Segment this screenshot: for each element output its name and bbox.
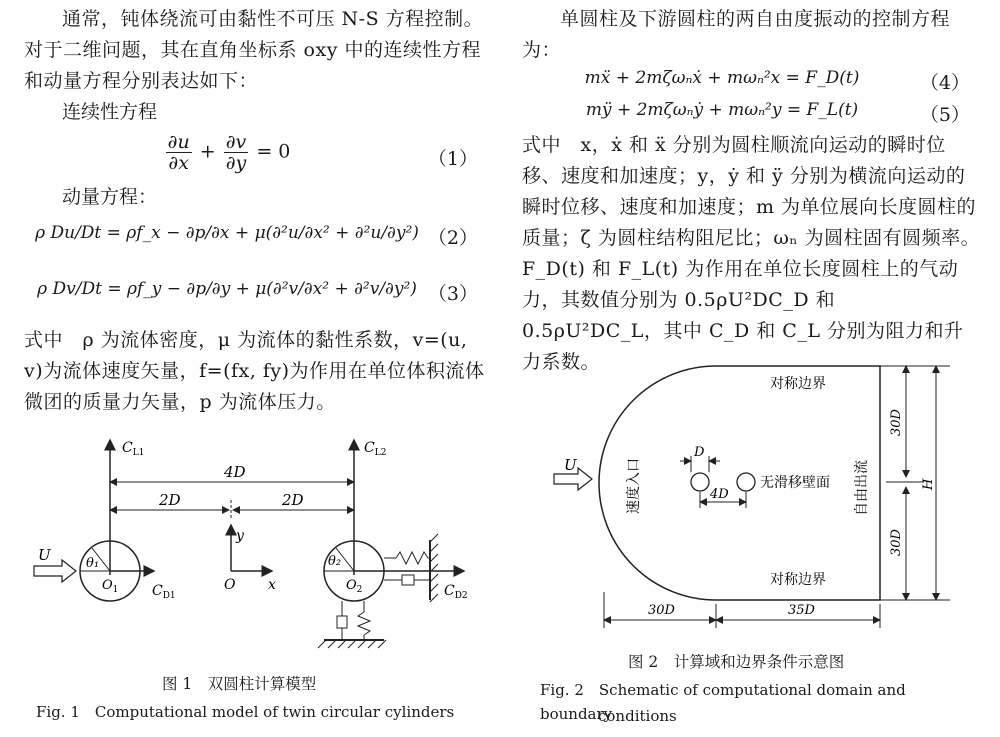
right-column — [522, 0, 982, 378]
figure-1 — [24, 430, 490, 721]
dim-2d-right: 2D — [282, 491, 304, 509]
equation-4: mẍ + 2mζωₙẋ + mωₙ²x = F_D(t) （4） — [584, 68, 970, 94]
dim-h: H — [921, 478, 936, 490]
o2-label: $O_2$ — [346, 578, 363, 595]
spring-horizontal-icon — [396, 552, 428, 564]
computational-domain-diagram — [540, 360, 980, 640]
figure-2 — [540, 360, 980, 730]
equation-2: ρ Du/Dt = ρf_x − ∂p/∂x + μ(∂²u/∂x² + ∂²u/∂y²) （2） — [35, 223, 478, 249]
symmetry-top-label: 对称边界 — [770, 376, 826, 392]
equation-5: mÿ + 2mζωₙẏ + mωₙ²y = F_L(t) （5） — [585, 100, 970, 126]
dim-35d: 35D — [788, 603, 815, 618]
fig2-caption-cn: 图 2 计算域和边界条件示意图 — [628, 653, 845, 671]
u-label-2: U — [564, 456, 577, 474]
left-column — [24, 0, 490, 418]
dim-30d-bottom-left: 30D — [648, 603, 675, 618]
4d-label: 4D — [710, 487, 729, 502]
theta2-label: θ₂ — [328, 554, 342, 569]
damper-horizontal-icon — [402, 575, 414, 585]
fig1-caption-en: Fig. 1 Computational model of twin circular cylinders — [36, 703, 455, 721]
origin-label: O — [224, 577, 236, 593]
frac-dv-dy: $\frac{\partial v}{\partial y}$ — [225, 131, 247, 174]
momentum-heading: 动量方程： — [62, 186, 158, 208]
dim-2d-left: 2D — [159, 491, 181, 509]
inlet-label: 速度入口 — [626, 458, 642, 514]
outlet-label: 自由出流 — [854, 460, 870, 516]
o1-label: $O_1$ — [102, 578, 119, 595]
dim-30d-top: 30D — [889, 409, 904, 436]
domain-cylinder-1 — [691, 473, 709, 491]
symmetry-bottom-label: 对称边界 — [770, 572, 826, 588]
intro-paragraph: 通常，钝体绕流可由黏性不可压 N-S 方程控制。对于二维问题，其在直角坐标系 oxy 中的连续性方程和动量方程分别表达如下： — [24, 8, 484, 92]
frac-du-dx: $\frac{\partial u}{\partial x}$ — [167, 131, 190, 174]
d-label: D — [694, 445, 705, 460]
damper-vertical-icon — [337, 616, 347, 628]
equation-number: （1） — [427, 148, 478, 170]
x-label: x — [268, 577, 276, 593]
right-intro-paragraph: 单圆柱及下游圆柱的两自由度振动的控制方程为： — [522, 8, 951, 61]
theta1-label: θ₁ — [86, 556, 100, 571]
fig2-caption-en-1: Fig. 2 Schematic of computational domain and boundary — [540, 681, 906, 723]
fig2-caption-en-2: conditions — [598, 707, 677, 725]
twin-cylinder-diagram — [24, 430, 490, 670]
wall-label: 无滑移壁面 — [760, 475, 830, 491]
y-label: y — [236, 528, 244, 544]
right-where-paragraph: 式中 x，ẋ 和 ẍ 分别为圆柱顺流向运动的瞬时位移、速度和加速度；y，ẏ 和 ÿ 分别为横流向运动的瞬时位移、速度和加速度；m 为单位展向长度圆柱的质量；ζ 为圆柱结构阻尼比；ωₙ 为圆柱固有圆频率。F_D(t) 和 F_L(t) 为作用在单位长度圆柱上的气动力，其数值分别为 0.5ρU²DC_D 和 0.5ρU²DC_L，其中 C_D 和 C_L 分别为阻力和升力系数。 — [522, 134, 981, 373]
cd1-label: $C_{D1}$ — [152, 583, 176, 601]
spring-vertical-icon — [358, 612, 370, 635]
dim-4d: 4D — [224, 463, 246, 481]
equation-3: ρ Dv/Dt = ρf_y − ∂p/∂y + μ(∂²v/∂x² + ∂²v/∂y²) （3） — [37, 279, 478, 305]
equation-1: $\frac{\partial u}{\partial x}$ + $\frac{\partial v}{\partial y}$ = 0 （1） — [167, 131, 478, 174]
where-paragraph: 式中 ρ 为流体密度，μ 为流体的黏性系数，v=(u, v)为流体速度矢量，f=(fx, fy)为作用在单位体积流体微团的质量力矢量，p 为流体压力。 — [24, 329, 485, 413]
fig1-caption-cn: 图 1 双圆柱计算模型 — [162, 675, 317, 693]
cd2-label: $C_{D2}$ — [444, 583, 468, 601]
domain-cylinder-2 — [737, 473, 755, 491]
u-label: U — [38, 546, 51, 564]
dim-30d-bottom: 30D — [889, 529, 904, 556]
cl2-label: $C_{L2}$ — [364, 440, 387, 458]
continuity-heading: 连续性方程 — [62, 101, 158, 123]
cl1-label: $C_{L1}$ — [122, 440, 145, 458]
